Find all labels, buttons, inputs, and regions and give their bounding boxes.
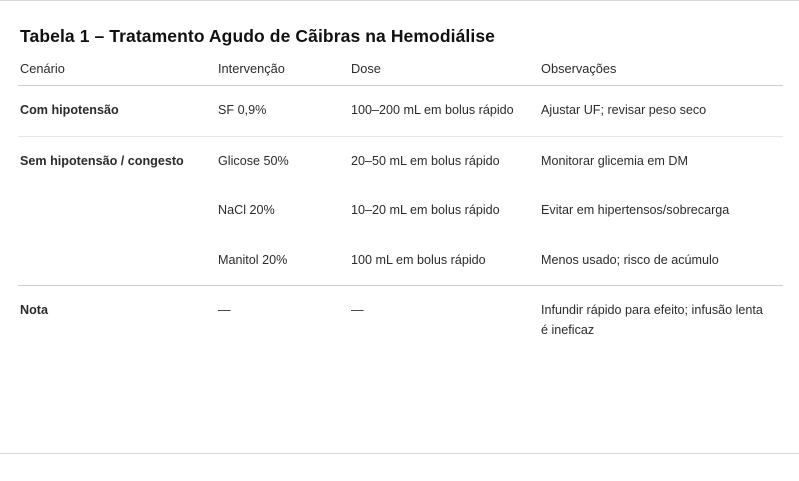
cell-dose: 10–20 mL em bolus rápido bbox=[351, 203, 500, 218]
top-divider bbox=[0, 0, 799, 1]
cell-scenario: Sem hipotensão / congesto bbox=[18, 136, 216, 186]
cell-observations: Infundir rápido para efeito; infusão lenta é ineficaz bbox=[539, 286, 783, 356]
cell-intervention: NaCl 20% bbox=[218, 203, 275, 218]
column-header-scenario: Cenário bbox=[18, 61, 216, 86]
cell-dose: 20–50 mL em bolus rápido bbox=[349, 136, 539, 186]
table-row bbox=[18, 136, 783, 186]
cell-scenario: Nota bbox=[18, 286, 216, 356]
cell-scenario bbox=[18, 236, 216, 286]
cell-intervention: Manitol 20% bbox=[218, 252, 288, 267]
cell-observations: Ajustar UF; revisar peso seco bbox=[541, 103, 707, 117]
cell-scenario: Com hipotensão bbox=[20, 103, 119, 117]
cell-scenario bbox=[18, 186, 216, 236]
table-row bbox=[18, 286, 783, 356]
cell-dose: — bbox=[349, 286, 539, 356]
cell-intervention: — bbox=[216, 286, 349, 356]
cell-intervention: SF 0,9% bbox=[218, 103, 267, 117]
table-row bbox=[18, 86, 783, 137]
table-title: Tabela 1 – Tratamento Agudo de Cãibras na Hemodiálise bbox=[20, 26, 496, 46]
table-row bbox=[18, 236, 783, 286]
cell-observations: Monitorar glicemia em DM bbox=[539, 136, 783, 186]
bottom-divider bbox=[0, 453, 799, 454]
table-row bbox=[18, 186, 783, 236]
cell-observations: Menos usado; risco de acúmulo bbox=[541, 252, 719, 267]
column-header-dose: Dose bbox=[349, 61, 539, 86]
table-header bbox=[18, 61, 783, 86]
cell-intervention: Glicose 50% bbox=[216, 136, 349, 186]
cell-dose: 100 mL em bolus rápido bbox=[351, 252, 486, 267]
column-header-observations: Observações bbox=[539, 61, 783, 86]
cell-dose: 100–200 mL em bolus rápido bbox=[351, 103, 514, 117]
cell-observations: Evitar em hipertensos/sobrecarga bbox=[541, 203, 730, 218]
table-header-row bbox=[18, 61, 783, 86]
treatment-table bbox=[18, 61, 783, 355]
table-body bbox=[18, 86, 783, 356]
column-header-intervention: Intervenção bbox=[216, 61, 349, 86]
